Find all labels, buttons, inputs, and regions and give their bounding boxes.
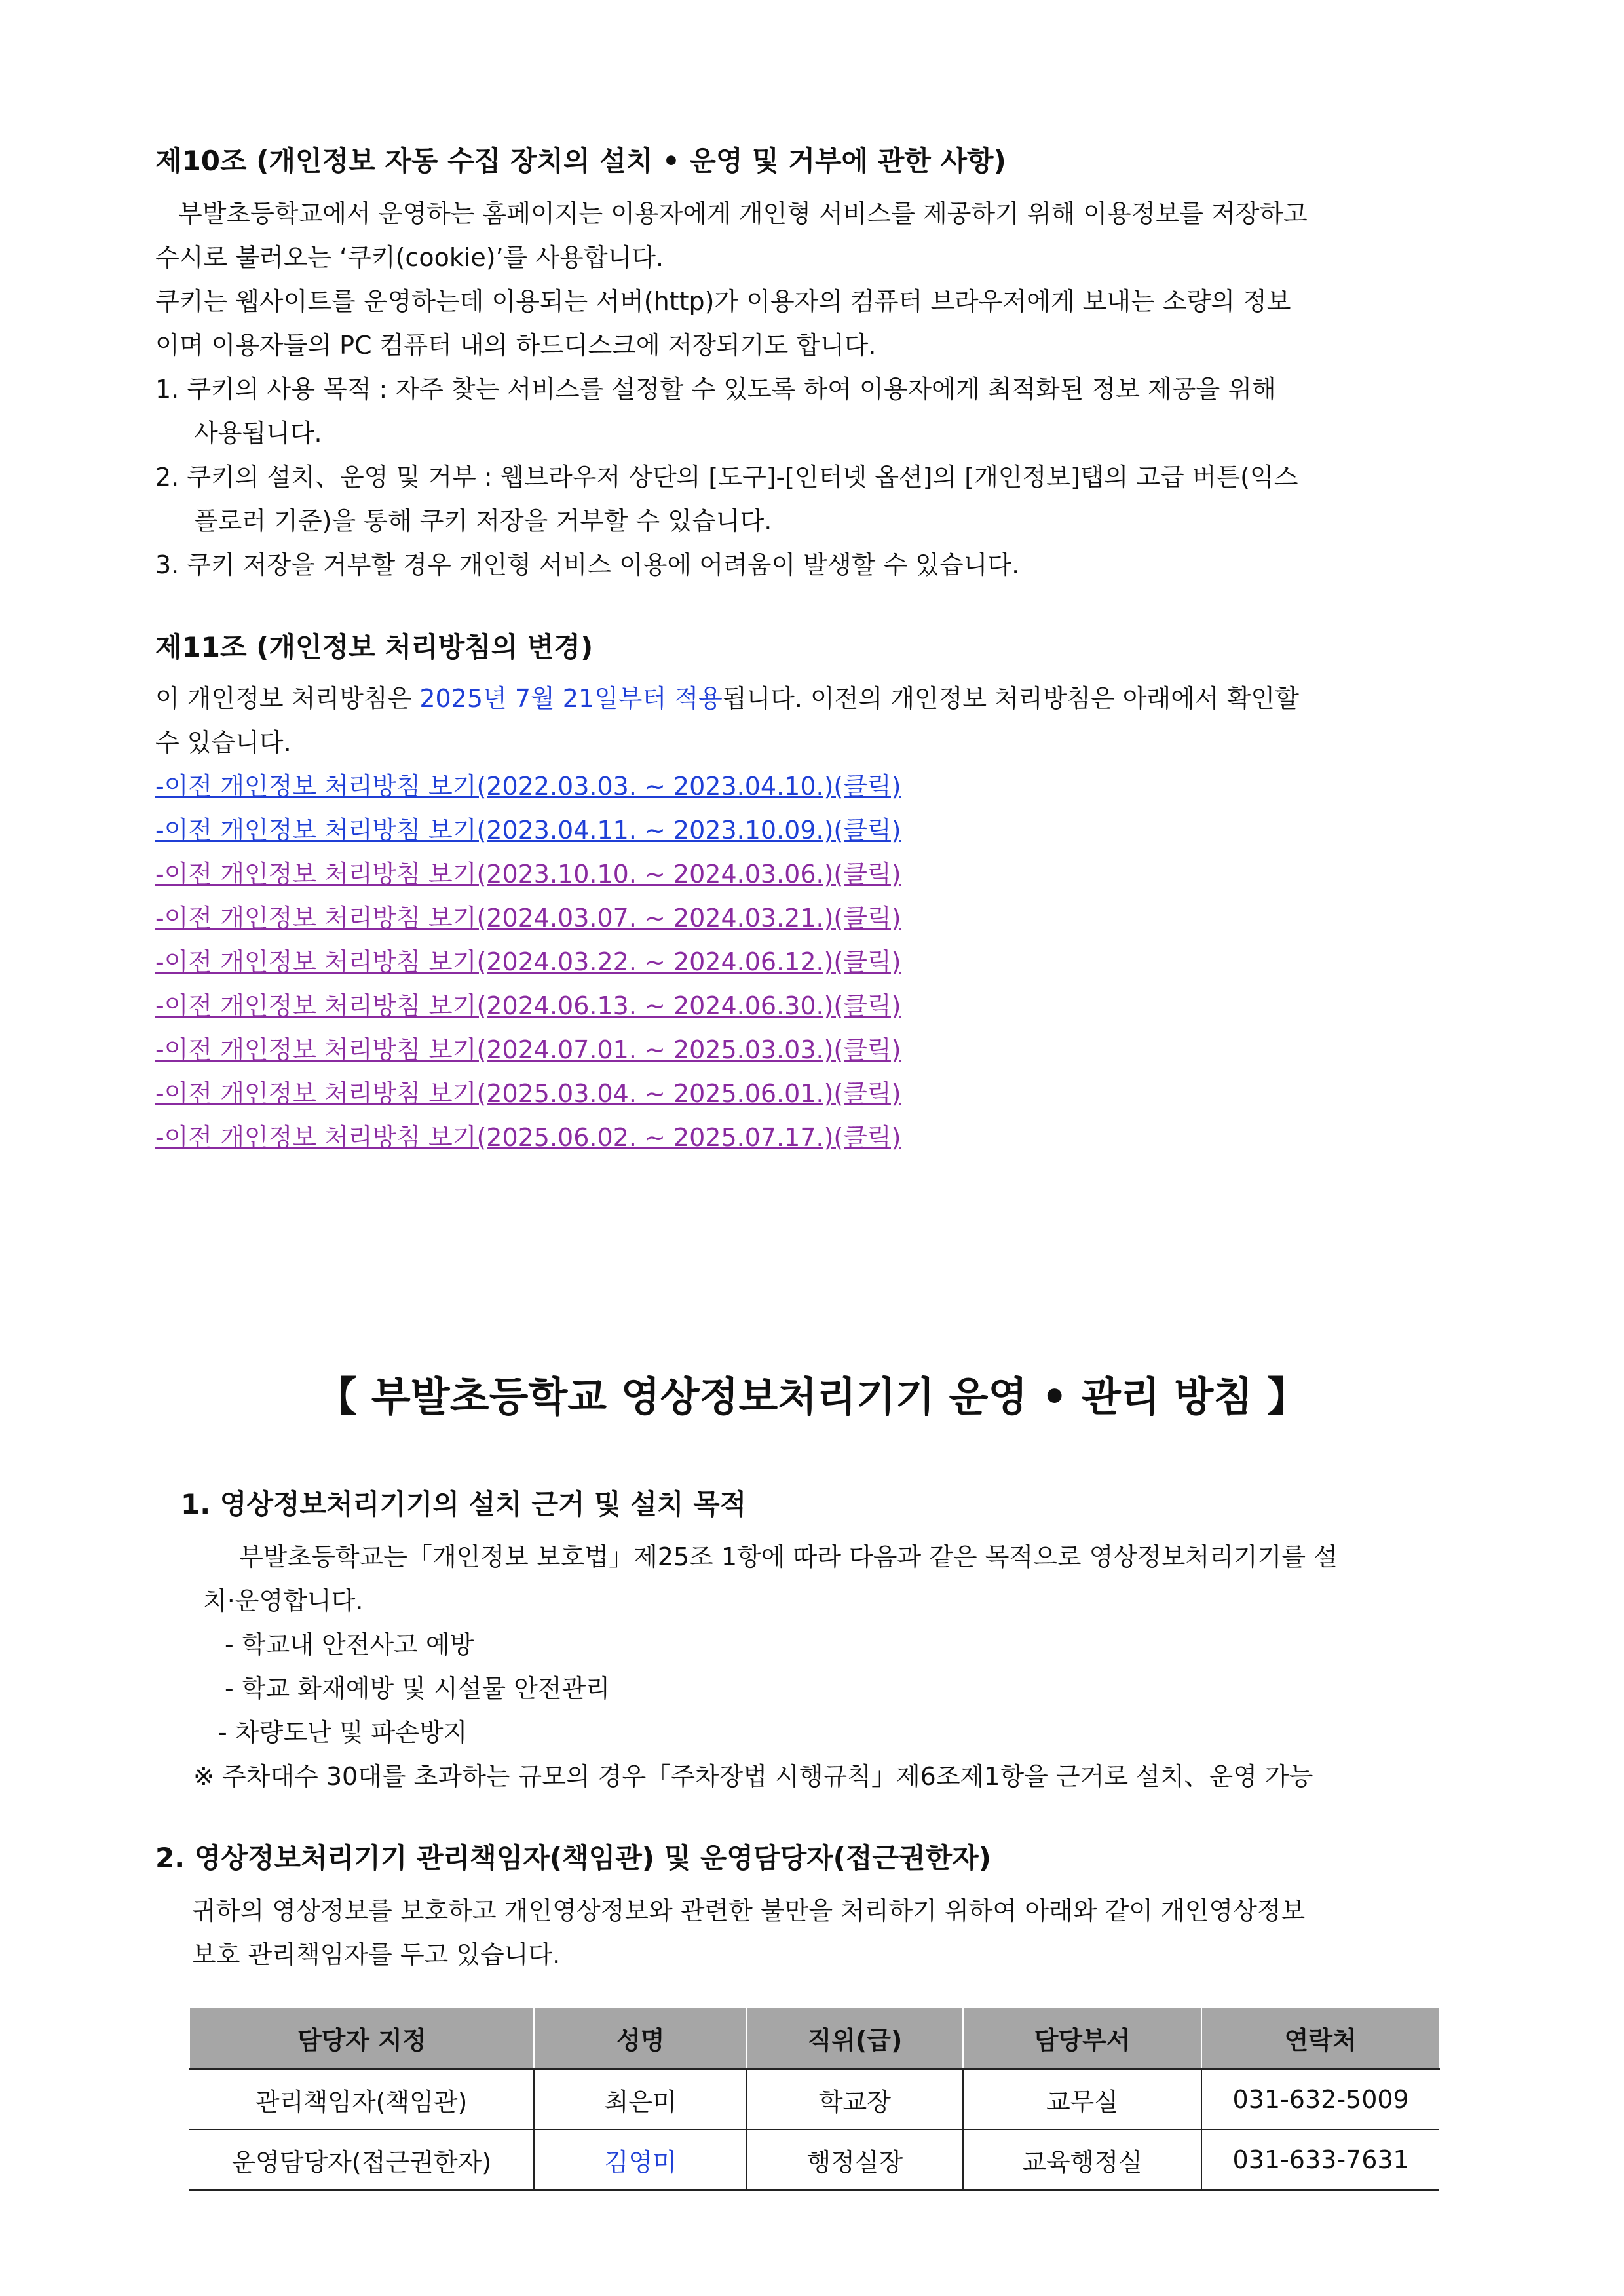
article-11-heading: 제11조 (개인정보 처리방침의 변경)	[155, 631, 594, 663]
previous-policy-link-text[interactable]: -이전 개인정보 처리방침 보기(2023.10.10. ~ 2024.03.06.)(클릭)	[155, 860, 901, 889]
table-cell: 최은미	[534, 2069, 747, 2130]
previous-policy-link[interactable]	[155, 1120, 901, 1155]
previous-policy-link-text[interactable]: -이전 개인정보 처리방침 보기(2024.06.13. ~ 2024.06.30.)(클릭)	[155, 991, 901, 1020]
previous-policy-link-text[interactable]: -이전 개인정보 처리방침 보기(2025.03.04. ~ 2025.06.01.)(클릭)	[155, 1079, 901, 1108]
previous-policy-link[interactable]	[155, 857, 901, 891]
cctv-s1-note: ※ 주차대수 30대를 초과하는 규모의 경우「주차장법 시행규칙」제6조제1항을 근거로 설치、운영 가능	[193, 1762, 1313, 1791]
table-cell: 김영미	[534, 2130, 747, 2191]
cctv-s1-line1: 부발초등학교는「개인정보 보호법」제25조 1항에 따라 다음과 같은 목적으로 영상정보처리기기를 설	[239, 1542, 1338, 1571]
cctv-purpose-item: - 차량도난 및 파손방지	[218, 1718, 468, 1747]
table-header-cell: 담당자 지정	[189, 2007, 534, 2069]
table-row	[189, 2130, 1439, 2191]
table-header-cell: 담당부서	[963, 2007, 1202, 2069]
art10-para2-line1: 쿠키는 웹사이트를 운영하는데 이용되는 서버(http)가 이용자의 컴퓨터 브라우저에게 보내는 소량의 정보	[155, 287, 1291, 316]
art11-line2: 수 있습니다.	[155, 728, 292, 757]
table-cell: 관리책임자(책임관)	[189, 2069, 534, 2130]
article-10-heading: 제10조 (개인정보 자동 수집 장치의 설치 • 운영 및 거부에 관한 사항)	[155, 145, 1006, 177]
art10-para1-line2: 수시로 불러오는 ‘쿠키(cookie)’를 사용합니다.	[155, 243, 664, 272]
cctv-section2-heading: 2. 영상정보처리기기 관리책임자(책임관) 및 운영담당자(접근권한자)	[155, 1842, 991, 1874]
table-cell: 학교장	[747, 2069, 963, 2130]
cctv-s2-line2: 보호 관리책임자를 두고 있습니다.	[192, 1940, 561, 1969]
art10-item3: 3. 쿠키 저장을 거부할 경우 개인형 서비스 이용에 어려움이 발생할 수 있습니다.	[155, 550, 1020, 579]
art11-line1-end: 됩니다. 이전의 개인정보 처리방침은 아래에서 확인할	[722, 684, 1299, 713]
previous-policy-link[interactable]	[155, 1077, 901, 1111]
cctv-purpose-item: - 학교 화재예방 및 시설물 안전관리	[225, 1674, 611, 1703]
art11-line1	[155, 681, 1299, 716]
table-row	[189, 2069, 1439, 2130]
table-cell: 운영담당자(접근권한자)	[189, 2130, 534, 2191]
previous-policy-link[interactable]	[155, 1033, 901, 1067]
table-header-cell: 연락처	[1201, 2007, 1439, 2069]
table-cell: 행정실장	[747, 2130, 963, 2191]
cctv-manager-table	[189, 2006, 1440, 2191]
art10-item1-line2: 사용됩니다.	[194, 419, 322, 448]
previous-policy-link[interactable]	[155, 945, 901, 979]
previous-policy-link-text[interactable]: -이전 개인정보 처리방침 보기(2024.03.07. ~ 2024.03.21.)(클릭)	[155, 904, 901, 932]
previous-policy-link[interactable]	[155, 813, 901, 847]
previous-policy-link[interactable]	[155, 901, 901, 935]
cctv-section1-heading: 1. 영상정보처리기기의 설치 근거 및 설치 목적	[181, 1488, 747, 1520]
art11-line1-start: 이 개인정보 처리방침은	[155, 684, 420, 713]
effective-date: 2025년 7월 21일부터 적용	[419, 684, 723, 713]
table-cell: 교무실	[963, 2069, 1202, 2130]
table-header-row	[189, 2007, 1439, 2069]
art10-item2-line1: 2. 쿠키의 설치、운영 및 거부 : 웹브라우저 상단의 [도구]-[인터넷 옵션]의 [개인정보]탭의 고급 버튼(익스	[155, 463, 1298, 491]
art10-item2-line2: 플로러 기준)을 통해 쿠키 저장을 거부할 수 있습니다.	[194, 507, 772, 535]
cctv-s1-line2: 치·운영합니다.	[203, 1586, 364, 1615]
cctv-s2-line1: 귀하의 영상정보를 보호하고 개인영상정보와 관련한 불만을 처리하기 위하여 아래와 같이 개인영상정보	[192, 1896, 1306, 1925]
cctv-policy-title: 【 부발초등학교 영상정보처리기기 운영 • 관리 방침 】	[316, 1373, 1308, 1421]
previous-policy-link-text[interactable]: -이전 개인정보 처리방침 보기(2025.06.02. ~ 2025.07.17.)(클릭)	[155, 1123, 901, 1152]
table-header-cell: 성명	[534, 2007, 747, 2069]
previous-policy-link[interactable]	[155, 769, 901, 803]
cctv-purpose-item: - 학교내 안전사고 예방	[225, 1630, 474, 1659]
previous-policy-link-text[interactable]: -이전 개인정보 처리방침 보기(2023.04.11. ~ 2023.10.09.)(클릭)	[155, 816, 901, 845]
table-cell: 031-633-7631	[1201, 2130, 1439, 2191]
art10-para1-line1: 부발초등학교에서 운영하는 홈페이지는 이용자에게 개인형 서비스를 제공하기 위해 이용정보를 저장하고	[178, 199, 1308, 228]
art10-item1-line1: 1. 쿠키의 사용 목적 : 자주 찾는 서비스를 설정할 수 있도록 하여 이용자에게 최적화된 정보 제공을 위해	[155, 375, 1276, 404]
table-cell: 031-632-5009	[1201, 2069, 1439, 2130]
art10-para2-line2: 이며 이용자들의 PC 컴퓨터 내의 하드디스크에 저장되기도 합니다.	[155, 331, 877, 360]
previous-policy-link-text[interactable]: -이전 개인정보 처리방침 보기(2022.03.03. ~ 2023.04.10.)(클릭)	[155, 772, 901, 801]
previous-policy-link-text[interactable]: -이전 개인정보 처리방침 보기(2024.03.22. ~ 2024.06.12.)(클릭)	[155, 947, 901, 976]
table-header-cell: 직위(급)	[747, 2007, 963, 2069]
table-cell: 교육행정실	[963, 2130, 1202, 2191]
previous-policy-link-text[interactable]: -이전 개인정보 처리방침 보기(2024.07.01. ~ 2025.03.03.)(클릭)	[155, 1035, 901, 1064]
previous-policy-link[interactable]	[155, 989, 901, 1023]
